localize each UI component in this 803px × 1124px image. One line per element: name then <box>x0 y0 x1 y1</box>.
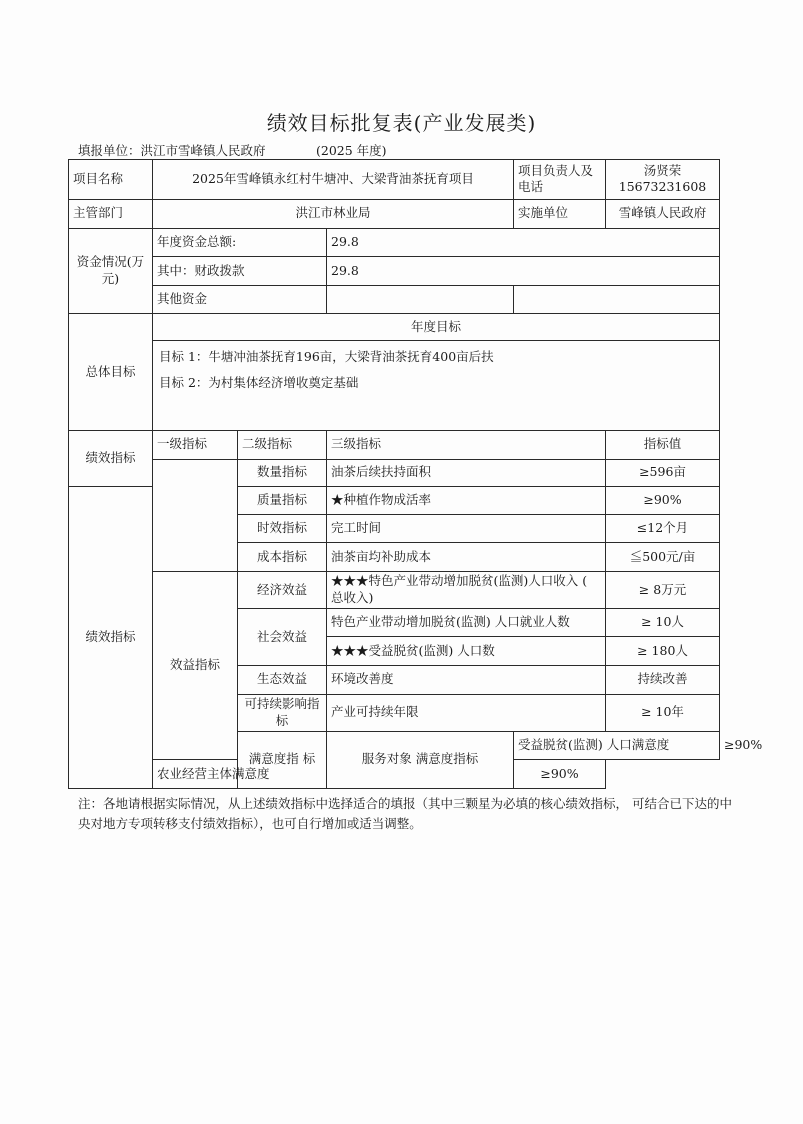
benefit-label: 效益指标 <box>153 572 238 760</box>
indicator-l3: 农业经营主体满意度 <box>153 760 327 789</box>
project-leader-label: 项目负责人及电话 <box>514 160 606 200</box>
output-blank <box>153 459 238 571</box>
indicator-value: ≥ 180人 <box>606 637 720 666</box>
indicator-l3: ★种植作物成活率 <box>327 487 606 515</box>
indicator-l3: 产业可持续年限 <box>327 694 606 731</box>
table-row <box>69 285 720 314</box>
table-row <box>69 430 720 459</box>
table-row <box>69 228 720 257</box>
indicator-l3: 环境改善度 <box>327 666 606 695</box>
social-label: 社会效益 <box>238 608 327 665</box>
overall-goals <box>153 340 720 430</box>
indicator-l3: 油茶后续扶持面积 <box>327 459 606 487</box>
goal-line: 目标 1：牛塘冲油茶抚育196亩，大梁背油茶抚育400亩后扶 <box>159 348 494 364</box>
overall-header: 年度目标 <box>153 314 720 341</box>
indicator-l2: 成本指标 <box>238 543 327 572</box>
project-phone: 15673231608 <box>618 179 707 195</box>
project-leader-cell <box>606 160 720 200</box>
impl-label: 实施单位 <box>514 199 606 228</box>
funds-row-value: 29.8 <box>327 228 720 257</box>
indicator-value: ≦500元/亩 <box>606 543 720 572</box>
dept-value: 洪江市林业局 <box>153 199 514 228</box>
indicator-l3: 油茶亩均补助成本 <box>327 543 606 572</box>
empty-cell <box>514 285 720 314</box>
project-leader: 汤贤荣 <box>643 162 682 178</box>
indicator-l3: 特色产业带动增加脱贫(监测) 人口就业人数 <box>327 608 606 637</box>
indicator-l2: 可持续影响指标 <box>238 694 327 731</box>
funds-row-value: 29.8 <box>327 257 720 286</box>
goal-line: 目标 2：为村集体经济增收奠定基础 <box>159 374 359 390</box>
indicator-l3: ★★★特色产业带动增加脱贫(监测)人口收入 ( 总收入) <box>327 572 606 609</box>
indicator-l3: 完工时间 <box>327 514 606 543</box>
footnote: 注：各地请根据实际情况，从上述绩效指标中选择适合的填报（其中三颗星为必填的核心绩效指标， 可结合已下达的中央对地方专项转移支付绩效指标），也可自行增加或适当调整。 <box>78 796 732 831</box>
indicator-l2: 质量指标 <box>238 487 327 515</box>
dept-label: 主管部门 <box>69 199 153 228</box>
indicator-value: ≥ 10人 <box>606 608 720 637</box>
impl-value: 雪峰镇人民政府 <box>606 199 720 228</box>
indicator-value: ≤12个月 <box>606 514 720 543</box>
indicator-l2: 经济效益 <box>238 572 327 609</box>
reporting-unit-line <box>78 141 387 159</box>
indicator-l2: 数量指标 <box>238 459 327 487</box>
funds-label: 资金情况(万元) <box>69 228 153 314</box>
table-row <box>69 199 720 228</box>
indicator-value: ≥90% <box>514 760 606 789</box>
report-year: (2025 年度) <box>316 143 387 158</box>
indicator-l3: 受益脱贫(监测) 人口满意度 <box>514 731 720 760</box>
header-value: 指标值 <box>606 430 720 459</box>
indicator-value: 持续改善 <box>606 666 720 695</box>
satisfaction-label: 满意度指 标 <box>238 731 327 788</box>
funds-row-label: 其他资金 <box>153 285 327 314</box>
overall-label: 总体目标 <box>69 314 153 431</box>
project-name-label: 项目名称 <box>69 160 153 200</box>
indicator-value: ≥ 10年 <box>606 694 720 731</box>
header-level2: 二级指标 <box>238 430 327 459</box>
funds-row-value <box>327 285 514 314</box>
table-row <box>69 257 720 286</box>
service-label: 服务对象 满意度指标 <box>327 731 514 788</box>
indicator-value: ≥90% <box>606 487 720 515</box>
header-level3: 三级指标 <box>327 430 606 459</box>
table-row <box>69 572 720 609</box>
table-row <box>69 314 720 341</box>
indicator-l2: 时效指标 <box>238 514 327 543</box>
table-row: 满意度指 标 服务对象 满意度指标 受益脱贫(监测) 人口满意度 ≥90% <box>69 731 720 760</box>
table-row <box>69 160 720 200</box>
indicator-l3: ★★★受益脱贫(监测) 人口数 <box>327 637 606 666</box>
performance-table <box>68 159 763 789</box>
table-row <box>69 459 720 487</box>
perf-label: 绩效指标 <box>69 487 153 789</box>
table-row <box>69 340 720 430</box>
project-name: 2025年雪峰镇永红村牛塘冲、大梁背油茶抚育项目 <box>153 160 514 200</box>
page-title: 绩效目标批复表(产业发展类) <box>266 111 537 135</box>
funds-row-label: 其中：财政拨款 <box>153 257 327 286</box>
indicator-value: ≥596亩 <box>606 459 720 487</box>
indicator-l2: 生态效益 <box>238 666 327 695</box>
indicator-value: ≥ 8万元 <box>606 572 720 609</box>
reporting-unit: 填报单位：洪江市雪峰镇人民政府 <box>78 143 266 158</box>
header-level1: 一级指标 <box>153 430 238 459</box>
funds-row-label: 年度资金总额: <box>153 228 327 257</box>
perf-label: 绩效指标 <box>69 430 153 486</box>
